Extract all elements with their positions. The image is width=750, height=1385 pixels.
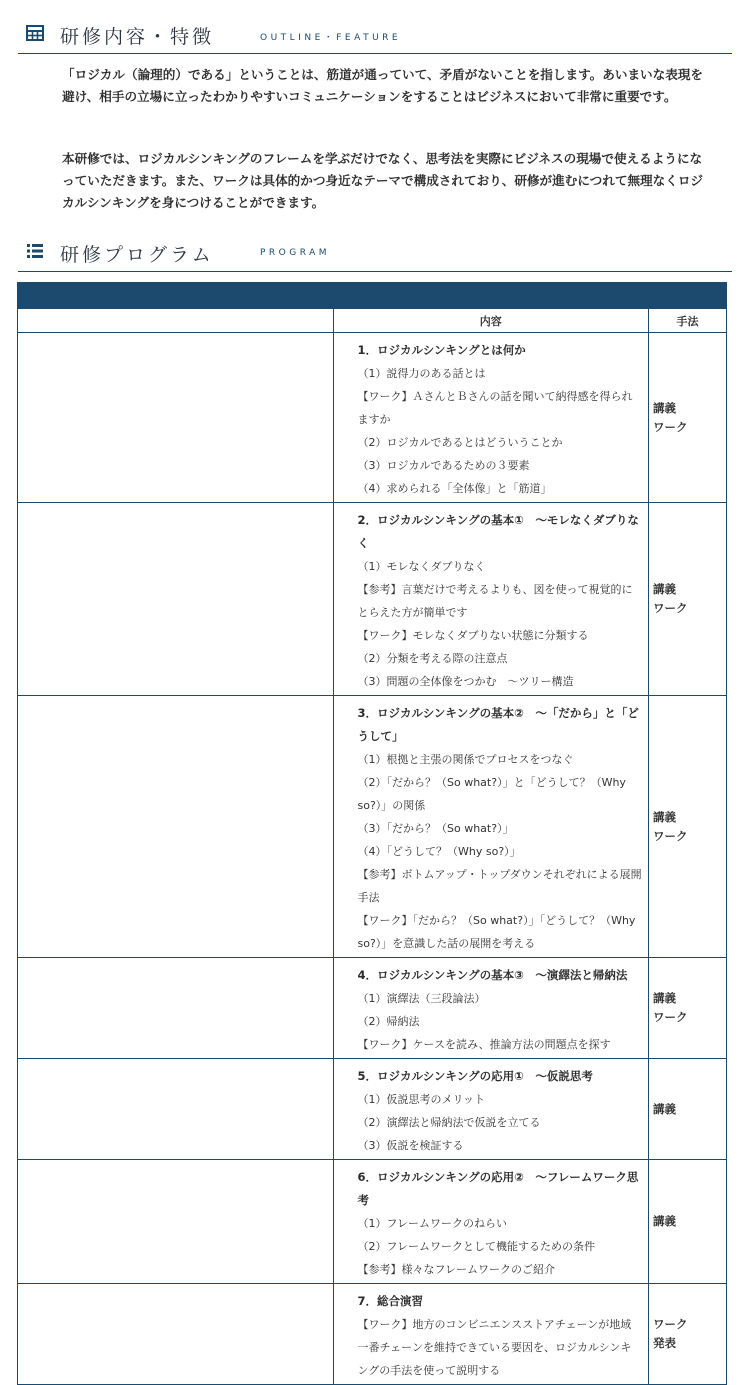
row-method-cell: [649, 333, 727, 503]
row-line: 【参考】言葉だけで考えるよりも、図を使って視覚的にとらえた方が簡単です: [357, 583, 633, 619]
row-content-cell: [333, 333, 649, 503]
row-line: （2）「だから？（So what?）」と「どうして？（Why so?）」の関係: [357, 776, 626, 812]
row-title: 3．ロジカルシンキングの基本② ～「だから」と「どうして」: [357, 706, 639, 743]
table-row: [18, 503, 727, 696]
row-line: （1）演繹法（三段論法）: [357, 992, 486, 1005]
method-label: 講義: [653, 400, 676, 415]
row-content-cell: [333, 503, 649, 696]
header-blank-cell: [18, 309, 334, 333]
row-line: 【ワーク】「だから？（So what?）」「どうして？（Why so?）」を意識した話の展開を考える: [357, 914, 636, 950]
row-method-cell: [649, 1059, 727, 1160]
table-row: [18, 1160, 727, 1284]
row-line: （4）「どうして？（Why so?）」: [357, 845, 521, 858]
row-line: 【ワーク】モレなくダブりない状態に分類する: [357, 629, 589, 642]
row-line: 【参考】ボトムアップ・トップダウンそれぞれによる展開手法: [357, 868, 642, 904]
row-line: （2）帰納法: [357, 1015, 420, 1028]
row-line: （1）モレなくダブりなく: [357, 560, 486, 573]
row-title: 2．ロジカルシンキングの基本① ～モレなくダブりなく: [357, 513, 639, 550]
row-line: 【ワーク】地方のコンビニエンスストアチェーンが地域一番チェーンを維持できている要因を、ロジカルシンキングの手法を使って説明する: [357, 1318, 632, 1377]
row-line: （3）問題の全体像をつかむ ～ツリー構造: [357, 675, 574, 688]
method-label: 講義: [653, 582, 676, 596]
outline-section-title: 研修内容・特徴: [60, 26, 215, 48]
row-method-cell: [649, 958, 727, 1059]
row-blank-cell: [18, 696, 334, 958]
row-content-cell: [333, 696, 649, 958]
row-blank-cell: [18, 1284, 334, 1385]
method-label: ワーク: [653, 419, 688, 434]
outline-paragraph: 本研修では、ロジカルシンキングのフレームを学ぶだけでなく、思考法を実際にビジネスの現場で使えるようになっていただきます。また、ワークは具体的かつ身近なテーマで構成されており、研修が進むにつれて無理なくロジカルシンキングを身につけることができます。: [62, 151, 704, 210]
program-section-title: 研修プログラム: [60, 244, 214, 266]
header-method-cell: 手法: [649, 309, 727, 333]
row-blank-cell: [18, 503, 334, 696]
program-table-body: [18, 333, 727, 1385]
row-blank-cell: [18, 1059, 334, 1160]
program-table: [17, 282, 727, 1385]
method-label: 講義: [653, 1214, 676, 1228]
list-icon: [26, 242, 44, 260]
row-content-cell: [333, 958, 649, 1059]
table-row: [18, 696, 727, 958]
row-line: 【参考】様々なフレームワークのご紹介: [357, 1263, 556, 1276]
method-label: ワーク: [653, 601, 688, 615]
row-line: （2）ロジカルであるとはどういうことか: [357, 436, 563, 449]
header-content-cell: 内容: [333, 309, 649, 333]
table-row: [18, 958, 727, 1059]
method-label: ワーク: [653, 828, 688, 843]
row-content-cell: [333, 1059, 649, 1160]
row-line: （3）仮説を検証する: [357, 1139, 464, 1152]
method-label: ワーク: [653, 1317, 688, 1331]
table-grid-icon: [26, 24, 44, 42]
row-method-cell: [649, 696, 727, 958]
row-blank-cell: [18, 333, 334, 503]
row-line: （1）根拠と主張の関係でプロセスをつなぐ: [357, 753, 574, 766]
row-title: 1．ロジカルシンキングとは何か: [357, 343, 526, 357]
row-title: 5．ロジカルシンキングの応用① ～仮説思考: [357, 1069, 593, 1083]
method-label: 講義: [653, 1101, 676, 1116]
row-title: 4．ロジカルシンキングの基本③ ～演繹法と帰納法: [357, 968, 628, 982]
row-blank-cell: [18, 1160, 334, 1284]
row-content-cell: [333, 1284, 649, 1385]
table-row: [18, 1059, 727, 1160]
row-line: （3）ロジカルであるための３要素: [357, 459, 530, 472]
program-section-header: [18, 232, 732, 272]
row-line: （2）演繹法と帰納法で仮説を立てる: [357, 1116, 541, 1129]
row-line: （1）フレームワークのねらい: [357, 1217, 508, 1230]
row-line: 【ワーク】ＡさんとＢさんの話を聞いて納得感を得られますか: [357, 390, 633, 426]
row-blank-cell: [18, 958, 334, 1059]
outline-section-subtitle: OUTLINE・FEATURE: [260, 33, 402, 43]
row-line: （1）仮説思考のメリット: [357, 1093, 486, 1106]
row-line: （1）説得力のある話とは: [357, 367, 486, 380]
row-method-cell: [649, 503, 727, 696]
program-table-grid: [17, 308, 727, 1385]
method-label: ワーク: [653, 1010, 688, 1024]
row-title: 7．総合演習: [357, 1294, 424, 1308]
row-line: 【ワーク】ケースを読み、推論方法の問題点を探す: [357, 1038, 611, 1051]
row-title: 6．ロジカルシンキングの応用② ～フレームワーク思考: [357, 1170, 639, 1207]
outline-section-header: [18, 14, 732, 54]
method-label: 発表: [653, 1336, 676, 1350]
table-row: [18, 333, 727, 503]
method-label: 講義: [653, 809, 676, 824]
program-section-subtitle: PROGRAM: [260, 248, 331, 258]
outline-paragraph: 「ロジカル（論理的）である」ということは、筋道が通っていて、矛盾がないことを指します。あいまいな表現を避け、相手の立場に立ったわかりやすいコミュニケーションをすることはビジネスにおいて非常に重要です。: [62, 67, 704, 104]
row-line: （2）分類を考える際の注意点: [357, 652, 508, 665]
row-line: （3）「だから？（So what?）」: [357, 822, 514, 835]
method-label: 講義: [653, 991, 676, 1005]
row-method-cell: [649, 1160, 727, 1284]
row-line: （4）求められる「全体像」と「筋道」: [357, 482, 552, 495]
row-line: （2）フレームワークとして機能するための条件: [357, 1240, 596, 1253]
row-content-cell: [333, 1160, 649, 1284]
row-method-cell: [649, 1284, 727, 1385]
table-header-row: [18, 309, 727, 333]
table-row: [18, 1284, 727, 1385]
table-header-bar: [17, 282, 727, 308]
